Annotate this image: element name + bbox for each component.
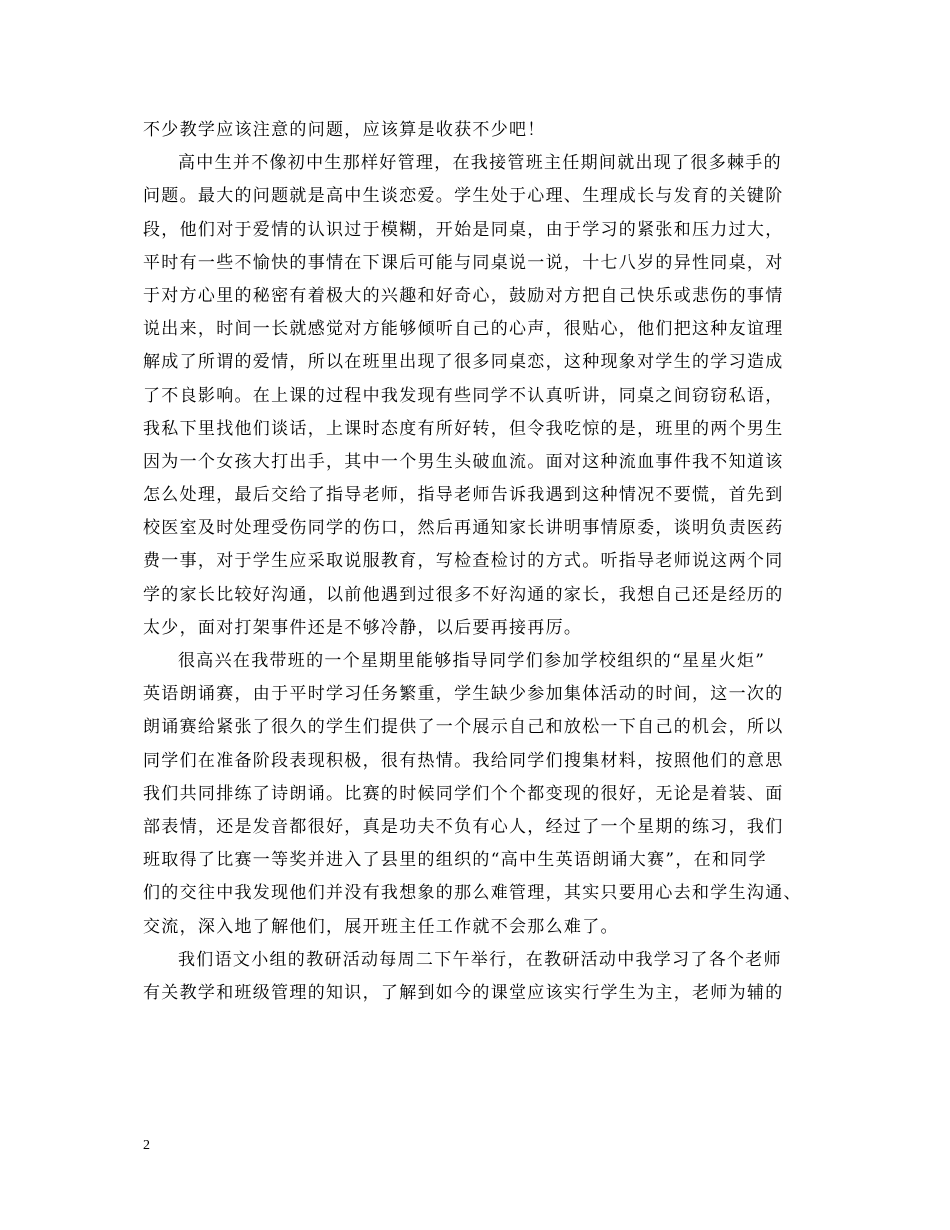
text-line: 费一事，对于学生应采取说服教育，写检查检讨的方式。听指导老师说这两个同 xyxy=(143,551,784,572)
text-line: 于对方心里的秘密有着极大的兴趣和好奇心，鼓励对方把自己快乐或悲伤的事情 xyxy=(143,285,784,306)
text-line: 解成了所谓的爱情，所以在班里出现了很多同桌恋，这种现象对学生的学习造成 xyxy=(143,352,784,373)
body-text xyxy=(143,114,815,1010)
text-line: 因为一个女孩大打出手，其中一个男生头破血流。面对这种流血事件我不知道该 xyxy=(143,451,784,472)
text-line: 段，他们对于爱情的认识过于模糊，开始是同桌，由于学习的紧张和压力过大， xyxy=(143,219,784,240)
text-line: 有关教学和班级管理的知识，了解到如今的课堂应该实行学生为主，老师为辅的 xyxy=(143,982,784,1003)
text-line: 交流，深入地了解他们，展开班主任工作就不会那么难了。 xyxy=(143,916,619,937)
paragraph-start-line: 很高兴在我带班的一个星期里能够指导同学们参加学校组织的“星星火炬” xyxy=(178,651,766,671)
text-line: 朗诵赛给紧张了很久的学生们提供了一个展示自己和放松一下自己的机会，所以 xyxy=(143,717,784,738)
text-line: 平时有一些不愉快的事情在下课后可能与同桌说一说，十七八岁的异性同桌，对 xyxy=(143,252,784,273)
text-line: 学的家长比较好沟通，以前他遇到过很多不好沟通的家长，我想自己还是经历的 xyxy=(143,584,784,605)
text-line: 说出来，时间一长就感觉对方能够倾听自己的心声，很贴心，他们把这种友谊理 xyxy=(143,319,784,340)
text-line: 我私下里找他们谈话，上课时态度有所好转，但令我吃惊的是，班里的两个男生 xyxy=(143,418,784,439)
text-line: 部表情，还是发音都很好，真是功夫不负有心人，经过了一个星期的练习，我们 xyxy=(143,816,784,837)
paragraph-start-line: 高中生并不像初中生那样好管理，在我接管班主任期间就出现了很多棘手的 xyxy=(178,153,782,174)
page-number: 2 xyxy=(143,1138,150,1153)
text-line: 同学们在准备阶段表现积极，很有热情。我给同学们搜集材料，按照他们的意思 xyxy=(143,750,784,771)
text-line: 校医室及时处理受伤同学的伤口，然后再通知家长讲明事情原委，谈明负责医药 xyxy=(143,518,784,539)
text-line: 了不良影响。在上课的过程中我发现有些同学不认真听讲，同桌之间窃窃私语， xyxy=(143,385,784,406)
text-line: 们的交往中我发现他们并没有我想象的那么难管理，其实只要用心去和学生沟通、 xyxy=(143,883,802,904)
text-line: 怎么处理，最后交给了指导老师，指导老师告诉我遇到这种情况不要慌，首先到 xyxy=(143,485,784,506)
text-line: 不少教学应该注意的问题，应该算是收获不少吧！ xyxy=(143,120,546,140)
paragraph-start-line: 我们语文小组的教研活动每周二下午举行，在教研活动中我学习了各个老师 xyxy=(178,949,782,970)
text-line: 问题。最大的问题就是高中生谈恋爱。学生处于心理、生理成长与发育的关键阶 xyxy=(143,186,784,207)
text-line: 我们共同排练了诗朗诵。比赛的时候同学们个个都变现的很好，无论是着装、面 xyxy=(143,783,784,804)
text-line: 太少，面对打架事件还是不够冷静，以后要再接再厉。 xyxy=(143,617,583,638)
text-line: 班取得了比赛一等奖并进入了县里的组织的“高中生英语朗诵大赛”，在和同学 xyxy=(143,850,767,871)
text-line: 英语朗诵赛，由于平时学习任务繁重，学生缺少参加集体活动的时间，这一次的 xyxy=(143,684,784,705)
